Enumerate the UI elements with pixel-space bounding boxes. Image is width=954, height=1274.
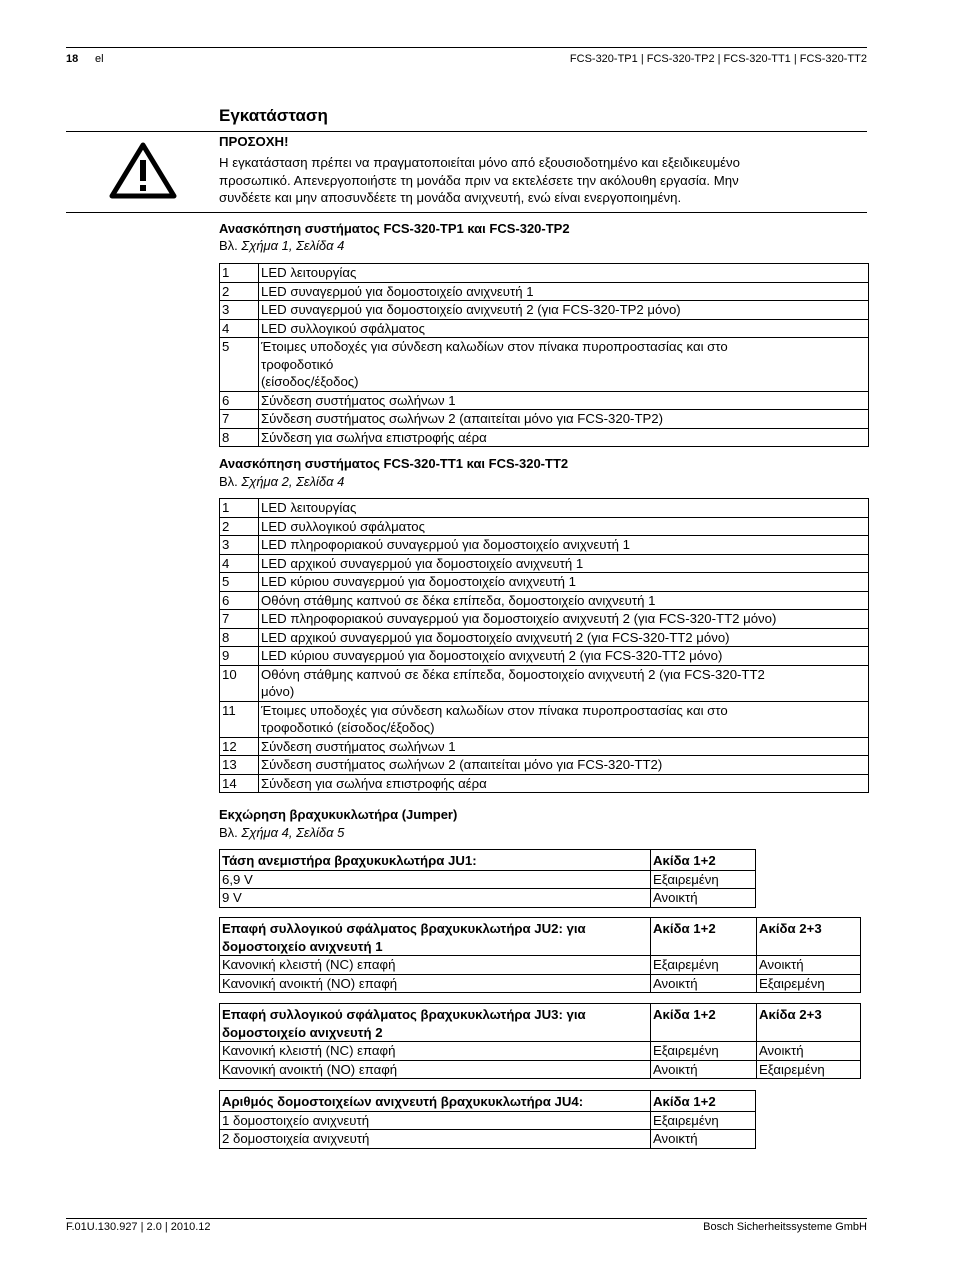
cell: Εξαιρεμένη [651, 1111, 756, 1130]
cell: 1 δομοστοιχείο ανιχνευτή [220, 1111, 651, 1130]
row-number: 4 [220, 554, 259, 573]
row-number: 10 [220, 665, 259, 701]
cell: 9 V [220, 889, 651, 908]
warning-triangle-icon [109, 141, 177, 199]
row-text-line: τροφοδοτικό (είσοδος/έξοδος) [261, 720, 435, 735]
row-text: Σύνδεση συστήματος σωλήνων 2 (απαιτείται μόνο για FCS-320-TT2) [259, 756, 869, 775]
row-text: LED συλλογικού σφάλματος [259, 517, 869, 536]
ju2-header-label [220, 918, 651, 956]
row-text: LED αρχικού συναγερμού για δομοστοιχείο ανιχνευτή 2 (για FCS-320-TT2 μόνο) [259, 628, 869, 647]
cell: Κανονική ανοικτή (NO) επαφή [220, 974, 651, 993]
ju1-table [219, 849, 756, 908]
row-text: LED συναγερμού για δομοστοιχείο ανιχνευτή 1 [259, 282, 869, 301]
cell: Εξαιρεμένη [651, 870, 756, 889]
table-row [220, 554, 869, 573]
footer-rule [66, 1218, 867, 1219]
ju2-header-pin23: Ακίδα 2+3 [757, 918, 861, 956]
cell: Ανοικτή [651, 974, 757, 993]
row-text: Σύνδεση συστήματος σωλήνων 2 (απαιτείται μόνο για FCS-320-TP2) [259, 410, 869, 429]
table-row [220, 282, 869, 301]
caution-heading: ΠΡΟΣΟΧΗ! [219, 134, 289, 149]
cell: 6,9 V [220, 870, 651, 889]
footer-company: Bosch Sicherheitssysteme GmbH [703, 1221, 867, 1233]
footer-doc-ref: F.01U.130.927 | 2.0 | 2010.12 [66, 1221, 211, 1233]
caution-top-rule [66, 131, 867, 132]
caution-bottom-rule [66, 212, 867, 213]
row-text-line: τροφοδοτικό [261, 356, 334, 372]
row-number: 3 [220, 301, 259, 320]
cell: Εξαιρεμένη [757, 974, 861, 993]
table-row [220, 591, 869, 610]
header-line: δομοστοιχείο ανιχνευτή 1 [222, 938, 383, 954]
header-rule [66, 47, 867, 48]
table-row [220, 956, 861, 975]
row-number: 7 [220, 410, 259, 429]
table-row [220, 647, 869, 666]
caution-line-3: συνδέετε και μην αποσυνδέετε τη μονάδα ανιχνευτή, ενώ είναι ενεργοποιημένη. [219, 190, 682, 205]
section-title: Εγκατάσταση [219, 106, 328, 125]
row-number: 1 [220, 499, 259, 518]
table-row [220, 889, 756, 908]
row-number: 2 [220, 517, 259, 536]
ju2-header-pin12: Ακίδα 1+2 [651, 918, 757, 956]
table-row [220, 573, 869, 592]
table-row [220, 628, 869, 647]
header-line: Επαφή συλλογικού σφάλματος βραχυκυκλωτήρα JU3: για [222, 1007, 586, 1022]
cell: Κανονική ανοικτή (NO) επαφή [220, 1060, 651, 1079]
ju3-header-pin23: Ακίδα 2+3 [757, 1004, 861, 1042]
row-text: Σύνδεση για σωλήνα επιστροφής αέρα [259, 428, 869, 447]
product-list: FCS-320-TP1 | FCS-320-TP2 | FCS-320-TT1 | FCS-320-TT2 [569, 53, 867, 65]
row-text: LED κύριου συναγερμού για δομοστοιχείο ανιχνευτή 1 [259, 573, 869, 592]
ju4-header-label: Αριθμός δομοστοιχείων ανιχνευτή βραχυκυκλωτήρα JU4: [220, 1091, 651, 1112]
row-text: LED κύριου συναγερμού για δομοστοιχείο ανιχνευτή 2 (για FCS-320-TT2 μόνο) [259, 647, 869, 666]
table-row [220, 264, 869, 283]
table-row [220, 737, 869, 756]
table-row [220, 665, 869, 701]
table-header-row [220, 1004, 861, 1042]
cell: 2 δομοστοιχεία ανιχνευτή [220, 1130, 651, 1149]
cell: Ανοικτή [651, 889, 756, 908]
cell: Ανοικτή [757, 956, 861, 975]
caution-line-1: Η εγκατάσταση πρέπει να πραγματοποιείται μόνο από εξουσιοδοτημένο και εξειδικευμένο [219, 155, 740, 170]
row-number: 9 [220, 647, 259, 666]
cell: Εξαιρεμένη [651, 956, 757, 975]
table-row [220, 301, 869, 320]
row-number: 6 [220, 591, 259, 610]
row-number: 3 [220, 536, 259, 555]
ju3-header-pin12: Ακίδα 1+2 [651, 1004, 757, 1042]
ju3-header-label [220, 1004, 651, 1042]
cell: Εξαιρεμένη [651, 1042, 757, 1061]
row-number: 1 [220, 264, 259, 283]
table-header-row [220, 918, 861, 956]
table-row [220, 610, 869, 629]
row-text: Οθόνη στάθμης καπνού σε δέκα επίπεδα, δομοστοιχείο ανιχνευτή 1 [259, 591, 869, 610]
tp-overview-table [219, 263, 869, 447]
row-number: 5 [220, 573, 259, 592]
row-number: 5 [220, 338, 259, 392]
row-text-line: Έτοιμες υποδοχές για σύνδεση καλωδίων στον πίνακα πυροπροστασίας και στο [261, 702, 728, 718]
row-text: LED συναγερμού για δομοστοιχείο ανιχνευτή 2 (για FCS-320-TP2 μόνο) [259, 301, 869, 320]
table-row [220, 319, 869, 338]
ju3-table [219, 1003, 861, 1079]
table-row [220, 774, 869, 793]
header-line: Επαφή συλλογικού σφάλματος βραχυκυκλωτήρα JU2: για [222, 921, 586, 936]
row-text-line: Έτοιμες υποδοχές για σύνδεση καλωδίων στον πίνακα πυροπροστασίας και στο [261, 339, 728, 354]
page-number: 18 [66, 53, 79, 65]
row-text [259, 338, 869, 392]
row-text: Σύνδεση για σωλήνα επιστροφής αέρα [259, 774, 869, 793]
row-text: LED λειτουργίας [259, 499, 869, 518]
caution-line-2: προσωπικό. Απενεργοποιήστε τη μονάδα πριν να εκτελέσετε την ακόλουθη εργασία. Μην [219, 173, 739, 188]
table-row [220, 756, 869, 775]
header-line: δομοστοιχείο ανιχνευτή 2 [222, 1024, 383, 1040]
row-text-line: (είσοδος/έξοδος) [261, 374, 359, 389]
tt-overview-table [219, 498, 869, 793]
row-text: Σύνδεση συστήματος σωλήνων 1 [259, 391, 869, 410]
cell: Κανονική κλειστή (NC) επαφή [220, 956, 651, 975]
table-row [220, 1130, 756, 1149]
cell: Εξαιρεμένη [757, 1060, 861, 1079]
row-text: LED πληροφοριακού συναγερμού για δομοστοιχείο ανιχνευτή 1 [259, 536, 869, 555]
table-row [220, 517, 869, 536]
table-row [220, 974, 861, 993]
cell: Ανοικτή [757, 1042, 861, 1061]
row-number: 13 [220, 756, 259, 775]
row-text-line: Οθόνη στάθμης καπνού σε δέκα επίπεδα, δομοστοιχείο ανιχνευτή 2 (για FCS-320-TT2 [261, 666, 765, 682]
tp-overview-heading: Ανασκόπηση συστήματος FCS-320-TP1 και FCS-320-TP2 [219, 221, 570, 236]
row-text: LED λειτουργίας [259, 264, 869, 283]
tt-overview-reference: Βλ. Σχήμα 2, Σελίδα 4 [219, 474, 345, 489]
row-number: 14 [220, 774, 259, 793]
table-row [220, 410, 869, 429]
row-number: 8 [220, 628, 259, 647]
table-row [220, 536, 869, 555]
tp-overview-reference: Βλ. Σχήμα 1, Σελίδα 4 [219, 238, 345, 253]
ju4-table [219, 1090, 756, 1149]
table-row [220, 701, 869, 737]
table-header-row [220, 1091, 756, 1112]
table-row [220, 338, 869, 392]
row-number: 2 [220, 282, 259, 301]
cell: Ανοικτή [651, 1060, 757, 1079]
row-number: 8 [220, 428, 259, 447]
table-row [220, 428, 869, 447]
ju1-header-label: Τάση ανεμιστήρα βραχυκυκλωτήρα JU1: [220, 850, 651, 871]
row-number: 11 [220, 701, 259, 737]
row-number: 6 [220, 391, 259, 410]
jumper-heading: Εκχώρηση βραχυκυκλωτήρα (Jumper) [219, 807, 458, 822]
table-row [220, 1042, 861, 1061]
table-row [220, 499, 869, 518]
table-row [220, 870, 756, 889]
row-number: 12 [220, 737, 259, 756]
table-row [220, 1111, 756, 1130]
row-text: LED πληροφοριακού συναγερμού για δομοστοιχείο ανιχνευτή 2 (για FCS-320-TT2 μόνο) [259, 610, 869, 629]
row-number: 4 [220, 319, 259, 338]
language-code: el [95, 53, 104, 65]
row-text-line: μόνο) [261, 684, 295, 699]
cell: Ανοικτή [651, 1130, 756, 1149]
row-text: LED συλλογικού σφάλματος [259, 319, 869, 338]
row-text [259, 665, 869, 701]
table-row [220, 1060, 861, 1079]
tt-overview-heading: Ανασκόπηση συστήματος FCS-320-TT1 και FCS-320-TT2 [219, 456, 569, 471]
ju1-header-pin: Ακίδα 1+2 [651, 850, 756, 871]
ju2-table [219, 917, 861, 993]
table-row [220, 391, 869, 410]
ju4-header-pin: Ακίδα 1+2 [651, 1091, 756, 1112]
table-header-row [220, 850, 756, 871]
row-text: LED αρχικού συναγερμού για δομοστοιχείο ανιχνευτή 1 [259, 554, 869, 573]
row-text: Σύνδεση συστήματος σωλήνων 1 [259, 737, 869, 756]
row-number: 7 [220, 610, 259, 629]
cell: Κανονική κλειστή (NC) επαφή [220, 1042, 651, 1061]
row-text [259, 701, 869, 737]
jumper-reference: Βλ. Σχήμα 4, Σελίδα 5 [219, 825, 345, 840]
